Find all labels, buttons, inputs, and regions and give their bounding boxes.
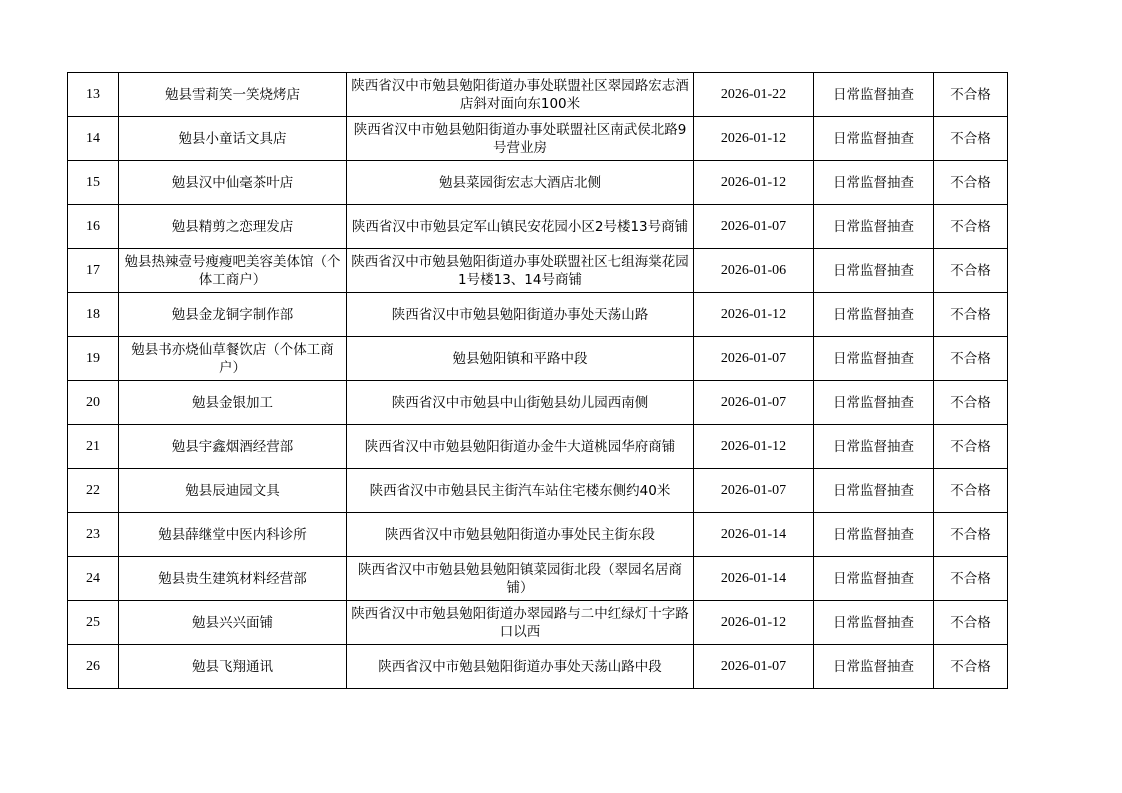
inspection-date-cell: 2026-01-07	[694, 381, 814, 425]
inspection-type-cell: 日常监督抽查	[814, 293, 934, 337]
row-number-cell: 13	[68, 73, 119, 117]
address-cell: 陕西省汉中市勉县勉阳街道办事处联盟社区翠园路宏志酒店斜对面向东100米	[347, 73, 694, 117]
inspection-type-cell: 日常监督抽查	[814, 249, 934, 293]
business-name-cell: 勉县精剪之恋理发店	[119, 205, 347, 249]
inspection-results-table	[67, 72, 1008, 689]
address-cell: 勉县勉阳镇和平路中段	[347, 337, 694, 381]
table-body	[68, 73, 1008, 689]
row-number-cell: 25	[68, 601, 119, 645]
address-cell: 陕西省汉中市勉县民主街汽车站住宅楼东侧约40米	[347, 469, 694, 513]
result-cell: 不合格	[934, 73, 1008, 117]
business-name-cell: 勉县金龙铜字制作部	[119, 293, 347, 337]
business-name-cell: 勉县书亦烧仙草餐饮店（个体工商户）	[119, 337, 347, 381]
address-cell: 陕西省汉中市勉县勉阳街道办金牛大道桃园华府商铺	[347, 425, 694, 469]
inspection-date-cell: 2026-01-06	[694, 249, 814, 293]
result-cell: 不合格	[934, 425, 1008, 469]
inspection-date-cell: 2026-01-07	[694, 645, 814, 689]
inspection-type-cell: 日常监督抽查	[814, 73, 934, 117]
business-name-cell: 勉县薛继堂中医内科诊所	[119, 513, 347, 557]
inspection-type-cell: 日常监督抽查	[814, 557, 934, 601]
address-cell: 陕西省汉中市勉县勉阳街道办事处联盟社区南武侯北路9号营业房	[347, 117, 694, 161]
inspection-type-cell: 日常监督抽查	[814, 381, 934, 425]
inspection-date-cell: 2026-01-12	[694, 161, 814, 205]
result-cell: 不合格	[934, 337, 1008, 381]
address-cell: 陕西省汉中市勉县勉阳街道办翠园路与二中红绿灯十字路口以西	[347, 601, 694, 645]
business-name-cell: 勉县热辣壹号瘦瘦吧美容美体馆（个体工商户）	[119, 249, 347, 293]
row-number-cell: 22	[68, 469, 119, 513]
inspection-date-cell: 2026-01-12	[694, 601, 814, 645]
inspection-type-cell: 日常监督抽查	[814, 601, 934, 645]
result-cell: 不合格	[934, 117, 1008, 161]
business-name-cell: 勉县辰迪园文具	[119, 469, 347, 513]
inspection-date-cell: 2026-01-12	[694, 425, 814, 469]
business-name-cell: 勉县贵生建筑材料经营部	[119, 557, 347, 601]
inspection-type-cell: 日常监督抽查	[814, 425, 934, 469]
table-row	[68, 645, 1008, 689]
table-row	[68, 381, 1008, 425]
address-cell: 陕西省汉中市勉县勉阳街道办事处天荡山路中段	[347, 645, 694, 689]
table-row	[68, 293, 1008, 337]
row-number-cell: 15	[68, 161, 119, 205]
result-cell: 不合格	[934, 293, 1008, 337]
business-name-cell: 勉县宇鑫烟酒经营部	[119, 425, 347, 469]
business-name-cell: 勉县飞翔通讯	[119, 645, 347, 689]
inspection-type-cell: 日常监督抽查	[814, 337, 934, 381]
inspection-date-cell: 2026-01-07	[694, 337, 814, 381]
table-row	[68, 161, 1008, 205]
row-number-cell: 20	[68, 381, 119, 425]
inspection-type-cell: 日常监督抽查	[814, 513, 934, 557]
table-row	[68, 337, 1008, 381]
result-cell: 不合格	[934, 469, 1008, 513]
row-number-cell: 14	[68, 117, 119, 161]
result-cell: 不合格	[934, 513, 1008, 557]
table-row	[68, 73, 1008, 117]
address-cell: 陕西省汉中市勉县中山街勉县幼儿园西南侧	[347, 381, 694, 425]
business-name-cell: 勉县汉中仙毫茶叶店	[119, 161, 347, 205]
row-number-cell: 21	[68, 425, 119, 469]
inspection-type-cell: 日常监督抽查	[814, 205, 934, 249]
row-number-cell: 19	[68, 337, 119, 381]
table-row	[68, 117, 1008, 161]
result-cell: 不合格	[934, 601, 1008, 645]
inspection-date-cell: 2026-01-07	[694, 205, 814, 249]
business-name-cell: 勉县雪莉笑一笑烧烤店	[119, 73, 347, 117]
inspection-type-cell: 日常监督抽查	[814, 469, 934, 513]
result-cell: 不合格	[934, 381, 1008, 425]
address-cell: 陕西省汉中市勉县勉阳街道办事处天荡山路	[347, 293, 694, 337]
row-number-cell: 17	[68, 249, 119, 293]
table-row	[68, 557, 1008, 601]
table-row	[68, 425, 1008, 469]
table-row	[68, 249, 1008, 293]
table-row	[68, 513, 1008, 557]
result-cell: 不合格	[934, 645, 1008, 689]
inspection-date-cell: 2026-01-12	[694, 293, 814, 337]
inspection-date-cell: 2026-01-14	[694, 557, 814, 601]
address-cell: 陕西省汉中市勉县勉阳街道办事处联盟社区七组海棠花园1号楼13、14号商铺	[347, 249, 694, 293]
business-name-cell: 勉县小童话文具店	[119, 117, 347, 161]
row-number-cell: 26	[68, 645, 119, 689]
result-cell: 不合格	[934, 205, 1008, 249]
row-number-cell: 24	[68, 557, 119, 601]
table-row	[68, 469, 1008, 513]
result-cell: 不合格	[934, 249, 1008, 293]
result-cell: 不合格	[934, 161, 1008, 205]
address-cell: 陕西省汉中市勉县勉阳街道办事处民主街东段	[347, 513, 694, 557]
inspection-type-cell: 日常监督抽查	[814, 645, 934, 689]
inspection-type-cell: 日常监督抽查	[814, 117, 934, 161]
row-number-cell: 16	[68, 205, 119, 249]
inspection-date-cell: 2026-01-07	[694, 469, 814, 513]
inspection-date-cell: 2026-01-12	[694, 117, 814, 161]
row-number-cell: 23	[68, 513, 119, 557]
address-cell: 勉县菜园街宏志大酒店北侧	[347, 161, 694, 205]
business-name-cell: 勉县兴兴面铺	[119, 601, 347, 645]
address-cell: 陕西省汉中市勉县定军山镇民安花园小区2号楼13号商铺	[347, 205, 694, 249]
inspection-date-cell: 2026-01-22	[694, 73, 814, 117]
row-number-cell: 18	[68, 293, 119, 337]
table-row	[68, 601, 1008, 645]
business-name-cell: 勉县金银加工	[119, 381, 347, 425]
table-row	[68, 205, 1008, 249]
address-cell: 陕西省汉中市勉县勉县勉阳镇菜园街北段（翠园名居商铺）	[347, 557, 694, 601]
result-cell: 不合格	[934, 557, 1008, 601]
inspection-type-cell: 日常监督抽查	[814, 161, 934, 205]
inspection-date-cell: 2026-01-14	[694, 513, 814, 557]
